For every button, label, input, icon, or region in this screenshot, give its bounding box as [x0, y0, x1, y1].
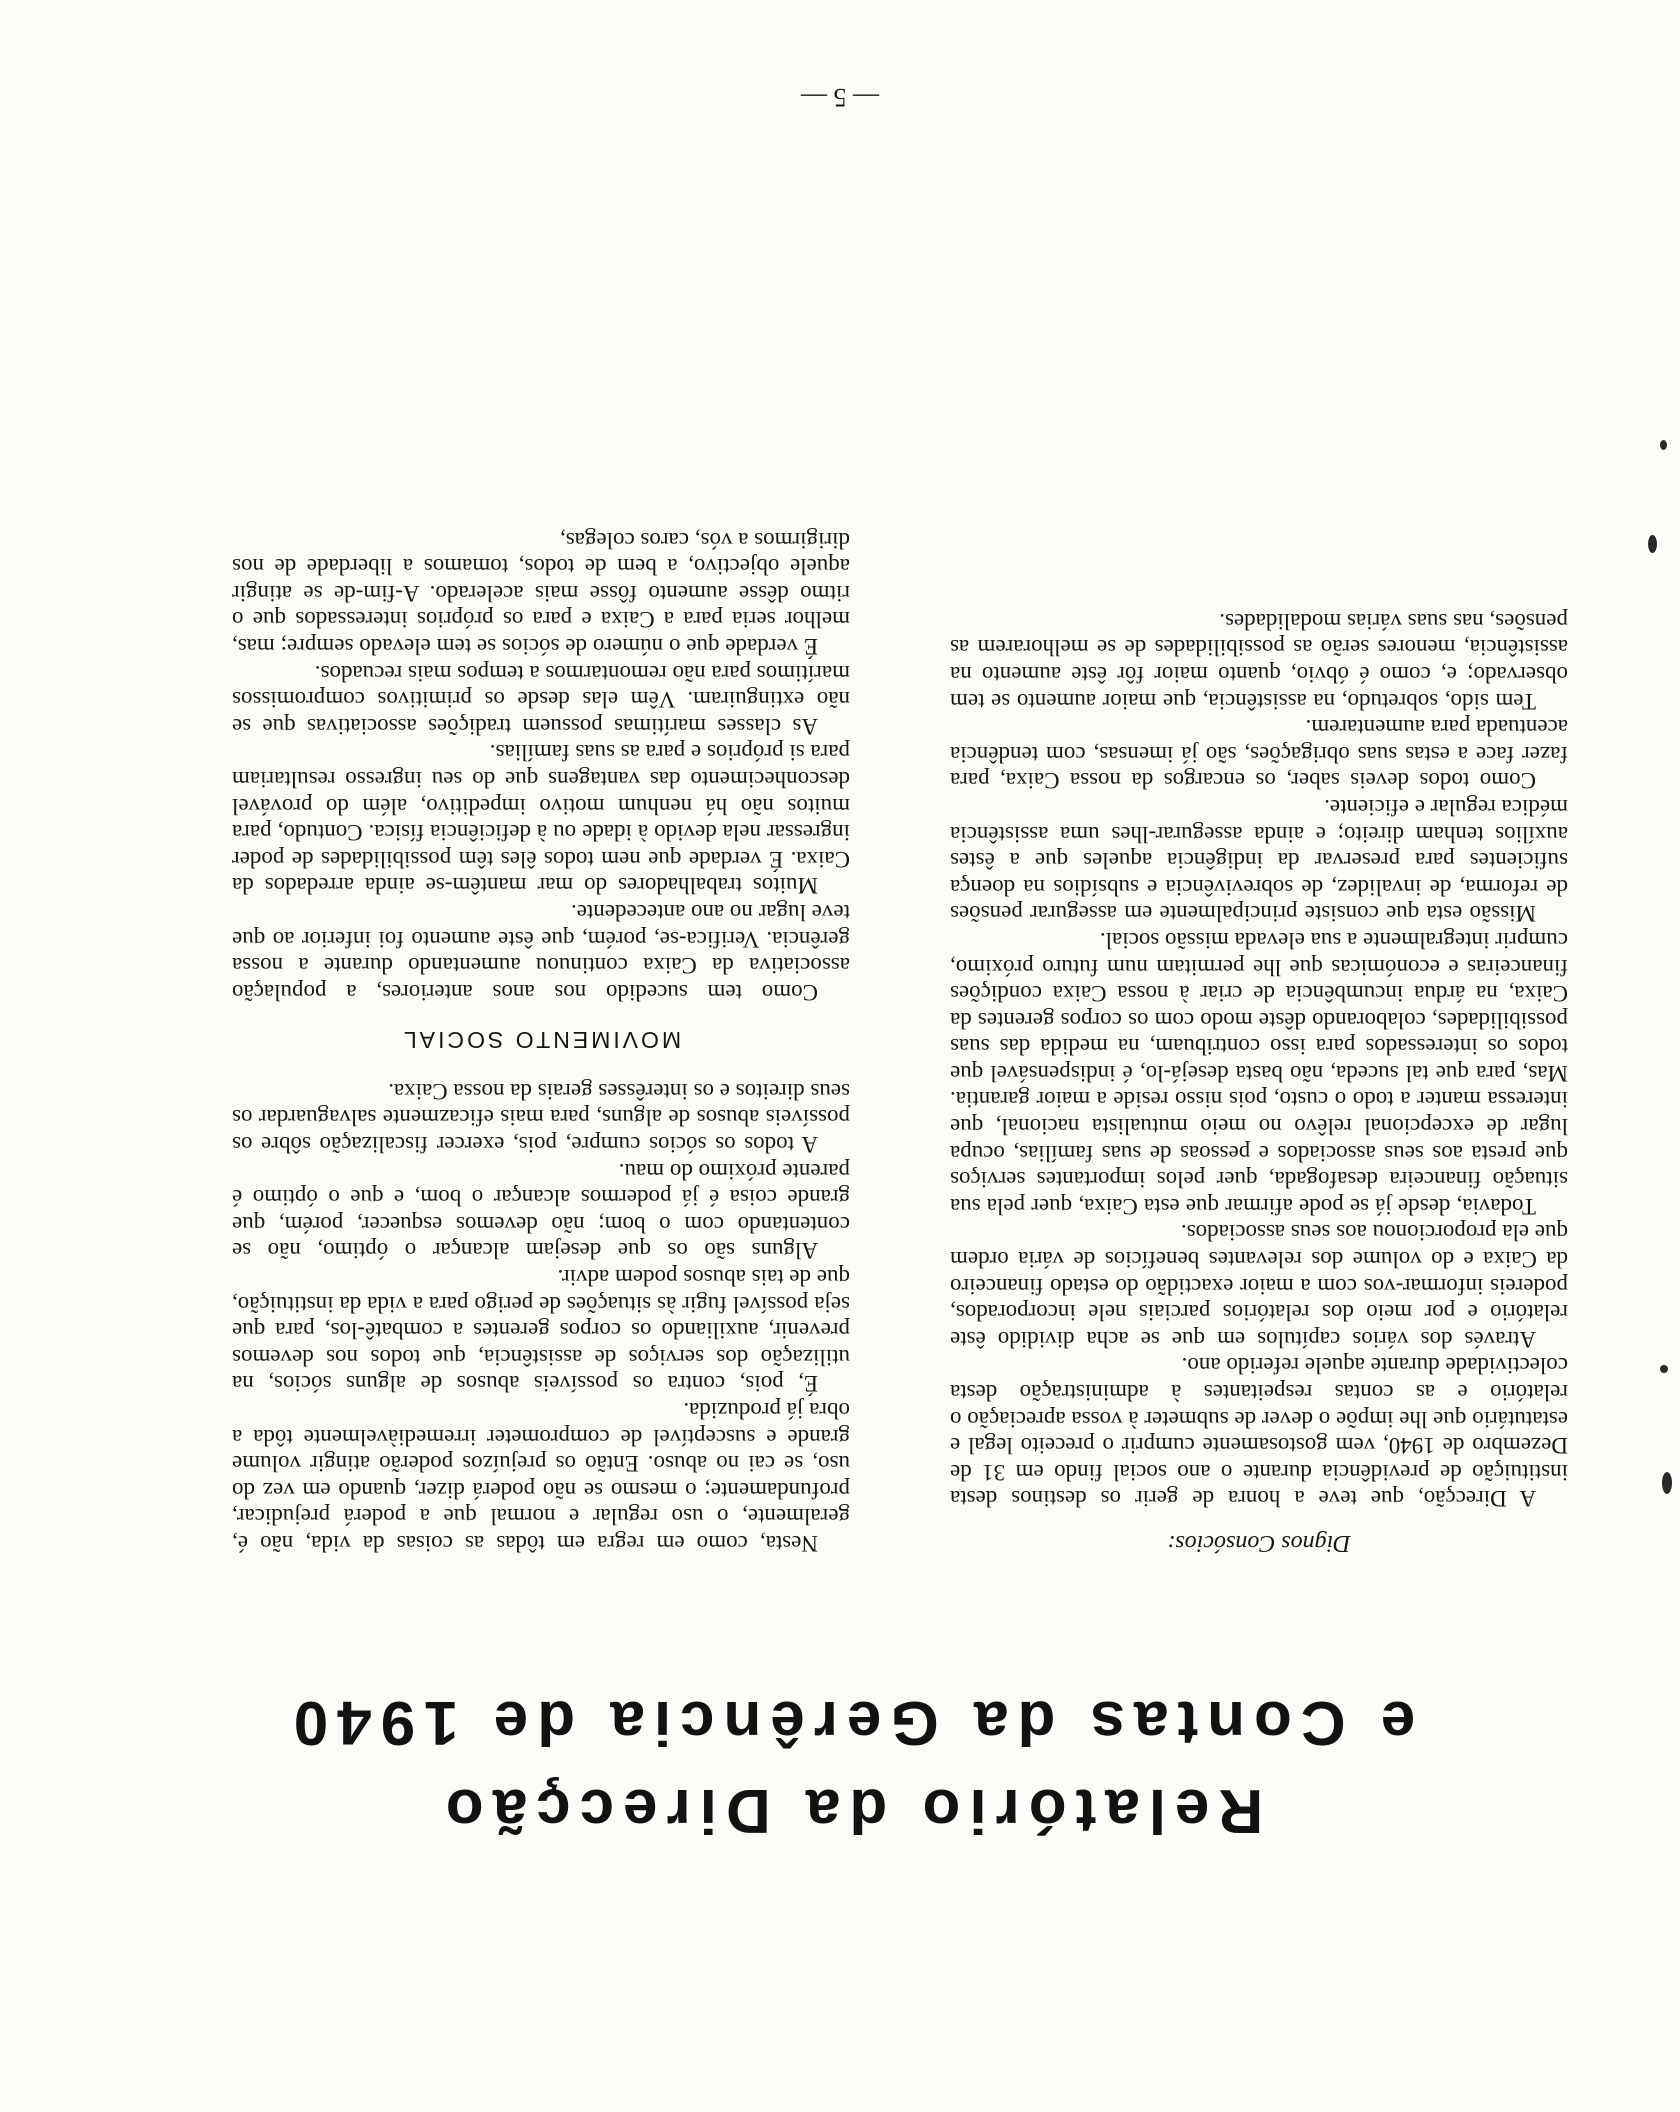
right-column-paragraphs-top — [232, 1077, 850, 1556]
scan-speck — [1648, 535, 1657, 553]
scan-speck — [1660, 1365, 1668, 1373]
paragraph: Como tem sucedido nos anos anteriores, a população associativa da Caixa continuou aumentando durante a nossa gerência. Verifica-se, porém, que êste aumento foi inferior ao que teve lugar no ano antecedente. — [232, 899, 850, 1005]
section-heading: MOVIMENTO SOCIAL — [400, 1027, 682, 1054]
salutation: Dignos Consócios: — [1167, 1530, 1351, 1556]
paragraph: Tem sido, sobretudo, na assistência, que maior aumento se tem observado; e, como é óbvio, quanto maior fôr êste aumento na assistência, menores serão as possibilidades de se melhorarem as pensões, nas suas várias modalidades. — [950, 608, 1568, 714]
left-column-paragraphs — [950, 607, 1568, 1511]
paragraph: Todavia, desde já se pode afirmar que esta Caixa, quer pela sua situação financeira desafogada, quer pelos importantes serviços que presta aos seus associados e pessoas de suas famílias, ocupa lugar de excepcional relêvo no meio mutualista nacional, que interessa manter a todo o custo, pois nisso reside a maior garantia. Mas, para que tal suceda, não basta desejá-lo, é indispensável que todos os interessados para isso contribuam, na medida das suas possibilidades, colaborando dêste modo com os corpos gerentes da Caixa, na árdua incumbência de criar à nossa Caixa condições financeiras e económicas que lhe permitam num futuro próximo, cumprir integralmente a sua elevada missão social. — [950, 927, 1568, 1219]
paragraph: A Direcção, que teve a honra de gerir os destinos desta instituição de previdência durante o ano social findo em 31 de Dezembro de 1940, vem gostosamente cumprir o preceito legal e estatutário que lhe impõe o dever de submeter à vossa apreciação o relatório e as contas respeitantes à administração desta colectividade durante aquele referido ano. — [950, 1353, 1568, 1512]
paragraph: Nesta, como em regra em tôdas as coisas da vida, não é, geralmente, o uso regular e normal que a poderá prejudicar, profundamente; o mesmo se não poderá dizer, quando em vez do uso, se cai no abuso. Então os prejuízos poderão atingir volume grande e susceptível de comprometer irremediàvelmente tôda a obra já produzida. — [232, 1398, 850, 1556]
paragraph: Missão esta que consiste principalmente em assegurar pensões de reforma, de invalidez, de sobrevivência e subsídios na doença suficientes para preservar da indigência aqueles que a êstes auxílios tenham direito; e ainda assegurar-lhes uma assistência médica regular e eficiente. — [950, 794, 1568, 927]
paragraph: É verdade que o número de sócios se tem elevado sempre; mas, melhor seria para a Caixa e para os próprios interessados que o ritmo dêsse aumento fôsse mais acelerado. A-fim-de se atingir aquele objectivo, a bem de todos, tomamos a liberdade de nos dirigirmos a vós, caros colegas, — [232, 527, 850, 659]
right-column-paragraphs-bottom — [232, 526, 850, 1005]
scan-speck — [1662, 1472, 1672, 1494]
paragraph: Alguns são os que desejam alcançar o óptimo, não se contentando com o bom; não devemos esquecer, porém, que grande coisa é já podermos alcançar o bom, e que o óptimo é parente próximo do mau. — [232, 1158, 850, 1264]
title-line-1: Relatório da Direcção — [436, 1776, 1264, 1845]
right-column — [232, 526, 850, 1556]
left-column — [950, 607, 1568, 1556]
title-line-2: e Contas da Gerência de 1940 — [284, 1688, 1416, 1757]
paragraph: É, pois, contra os possíveis abusos de alguns sócios, na utilização dos serviços de assistência, que todos nos devemos prevenir, auxiliando os corpos gerentes a combatê-los, para que seja possível fugir às situações de perigo para a vida da instituição, que de tais abusos podem advir. — [232, 1265, 850, 1397]
paragraph: Através dos vários capítulos em que se acha dividido êste relatório e por meio dos relatórios parciais nele incorporados, podereis informar-vos com a maior exactidão do estado financeiro da Caixa e do volume dos relevantes benefícios de vária ordem que ela proporcionou aos seus associados. — [950, 1220, 1568, 1352]
report-title — [200, 1680, 1500, 1852]
scan-speck — [1660, 440, 1667, 450]
paragraph: Como todos deveis saber, os encargos da nossa Caixa, para fazer face a estas suas obrigações, são já imensas, com tendência acentuada para aumentarem. — [950, 715, 1568, 794]
paragraph: As classes marítimas possuem tradições associativas que se não extinguiram. Vêm elas desde os primitivos compromissos marítimos para não remontarmos a tempos mais recuados. — [232, 660, 850, 739]
page-number: — 5 — — [801, 83, 879, 112]
paragraph: A todos os sócios cumpre, pois, exercer fiscalização sôbre os possíveis abusos de alguns, para mais eficazmente salvaguardar os seus direitos e os interêsses gerais da nossa Caixa. — [232, 1078, 850, 1158]
paragraph: Muitos trabalhadores do mar mantêm-se ainda arredados da Caixa. É verdade que nem todos êles têm possibilidades de poder ingressar nela devido à idade ou à deficiência física. Contudo, para muitos não há nenhum motivo impeditivo, além do provável desconhecimento das vantagens que do seu ingresso resultariam para si próprios e para as suas famílias. — [232, 740, 850, 899]
